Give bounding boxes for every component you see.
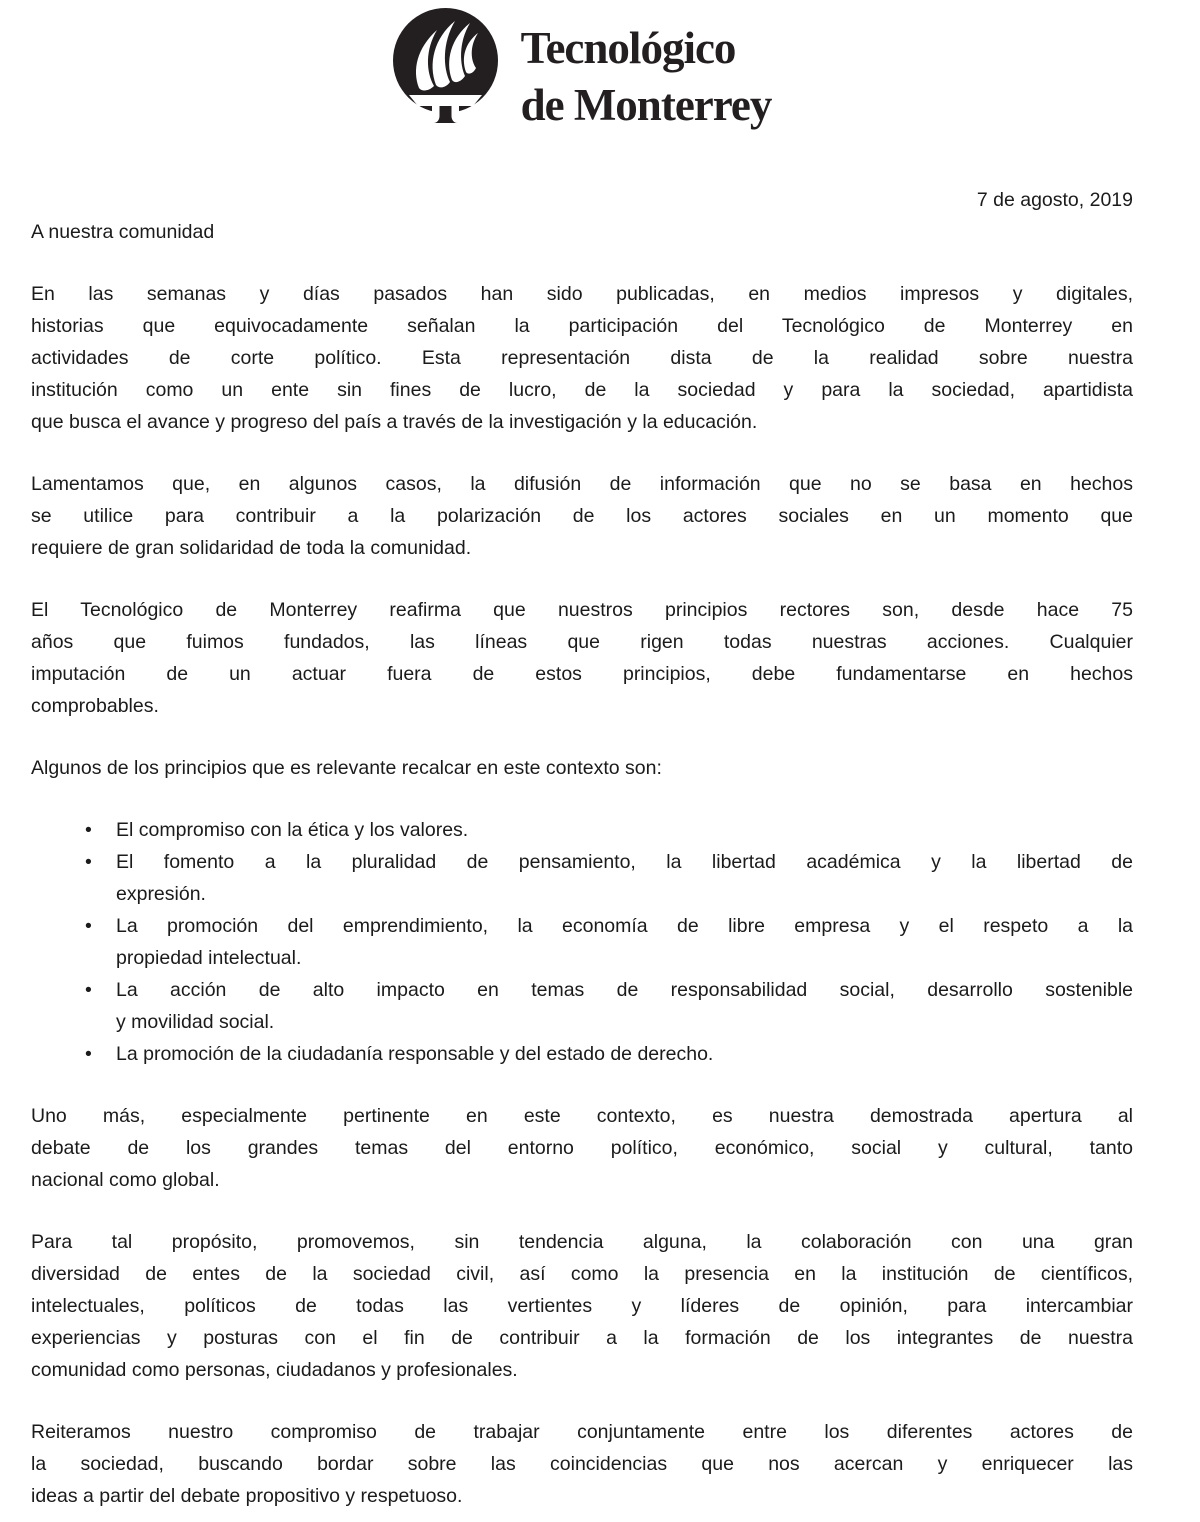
logo-wordmark [521,20,772,134]
text-line: experiencias y posturas con el fin de contribuir a la formación de los integrantes de nuestra [31,1327,1133,1349]
text-line: • El compromiso con la ética y los valores. [116,819,469,841]
text-line: • La acción de alto impacto en temas de responsabilidad social, desarrollo sostenible [116,979,1133,1001]
principle-item-emprendimiento [116,910,1133,974]
text-line: • La promoción de la ciudadanía responsable y del estado de derecho. [116,1043,714,1065]
text-line: actividades de corte político. Esta representación dista de la realidad sobre nuestra [31,347,1133,369]
tec-de-monterrey-logo [31,8,1133,138]
text-line: Lamentamos que, en algunos casos, la difusión de información que no se basa en hechos [31,473,1133,495]
logo-wordmark-line1: Tecnológico [520,23,736,73]
text-line: El Tecnológico de Monterrey reafirma que nuestros principios rectores son, desde hace 75 [31,599,1133,621]
text-line: intelectuales, políticos de todas las vertientes y líderes de opinión, para intercambiar [31,1295,1133,1317]
text-line: y movilidad social. [116,1011,275,1033]
paragraph-colaboracion [31,1226,1133,1386]
paragraph-reiteramos [31,1416,1133,1512]
text-line: • La promoción del emprendimiento, la economía de libre empresa y el respeto a la [116,915,1133,937]
text-line: expresión. [116,883,206,905]
principles-intro: Algunos de los principios que es relevante recalcar en este contexto son: [31,757,662,779]
text-line: En las semanas y días pasados han sido publicadas, en medios impresos y digitales, [31,283,1133,305]
text-line: comunidad como personas, ciudadanos y profesionales. [31,1359,518,1381]
paragraph-media-stories [31,278,1133,438]
text-line: la sociedad, buscando bordar sobre las coincidencias que nos acercan y enriquecer las [31,1453,1133,1475]
principle-item-etica [116,814,1133,846]
text-line: nacional como global. [31,1169,220,1191]
text-line: que busca el avance y progreso del país a través de la investigación y la educación. [31,411,758,433]
principle-item-pluralidad [116,846,1133,910]
text-line: se utilice para contribuir a la polarización de los actores sociales en un momento que [31,505,1133,527]
tec-torch-flame-icon [393,8,498,133]
text-line: años que fuimos fundados, las líneas que rigen todas nuestras acciones. Cualquier [31,631,1133,653]
text-line: debate de los grandes temas del entorno político, económico, social y cultural, tanto [31,1137,1133,1159]
text-line: Reiteramos nuestro compromiso de trabajar conjuntamente entre los diferentes actores de [31,1421,1133,1443]
text-line: imputación de un actuar fuera de estos principios, debe fundamentarse en hechos [31,663,1133,685]
paragraph-principios-rectores [31,594,1133,722]
text-line: comprobables. [31,695,159,717]
letter-salutation: A nuestra comunidad [31,221,215,243]
paragraph-lamentamos [31,468,1133,564]
letter-date: 7 de agosto, 2019 [976,189,1133,211]
text-line: historias que equivocadamente señalan la participación del Tecnológico de Monterrey en [31,315,1133,337]
text-line: Para tal propósito, promovemos, sin tendencia alguna, la colaboración con una gran [31,1231,1133,1253]
text-line: requiere de gran solidaridad de toda la comunidad. [31,537,472,559]
text-line: Uno más, especialmente pertinente en este contexto, es nuestra demostrada apertura al [31,1105,1133,1127]
text-line: • El fomento a la pluralidad de pensamiento, la libertad académica y la libertad de [116,851,1133,873]
text-line: propiedad intelectual. [116,947,302,969]
logo-wordmark-line2: de Monterrey [520,80,772,130]
principles-list [31,814,1133,1070]
text-line: diversidad de entes de la sociedad civil, así como la presencia en la institución de científicos, [31,1263,1133,1285]
principle-item-responsabilidad-social [116,974,1133,1038]
text-line: ideas a partir del debate propositivo y respetuoso. [31,1485,463,1507]
text-line: institución como un ente sin fines de lucro, de la sociedad y para la sociedad, apartidista [31,379,1133,401]
paragraph-apertura-debate [31,1100,1133,1196]
principle-item-ciudadania [116,1038,1133,1070]
